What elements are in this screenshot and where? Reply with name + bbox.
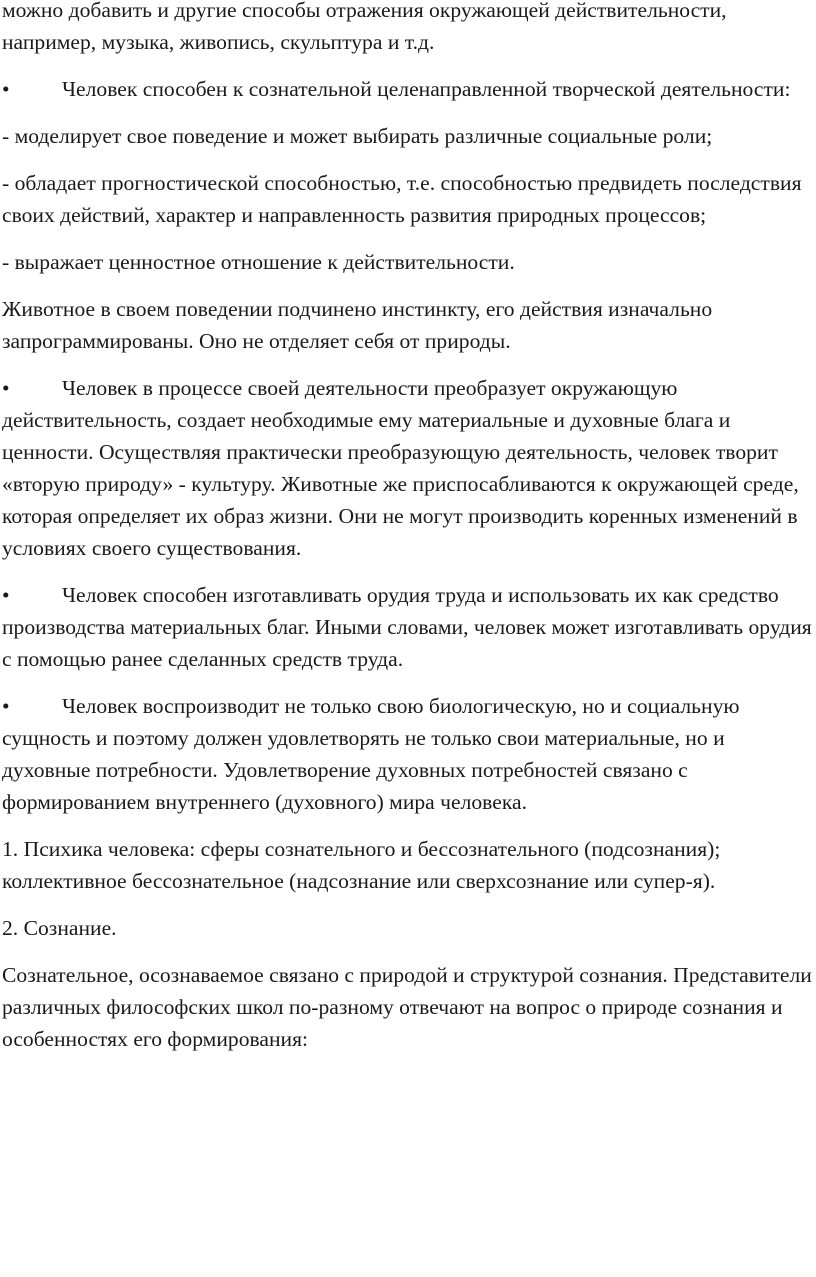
bullet-text: Человек в процессе своей деятельности преобразует окружающую действительность, создает необходимые ему материальные и духовные блага и ценности. Осуществляя практически преобразующую деятельность, человек творит «вторую природу» - культуру. Животные же приспосабливаются к окружающей среде, которая определяет их образ жизни. Они не могут производить коренных изменений в условиях своего существования. [2,376,799,560]
paragraph-dash-1: - моделирует свое поведение и может выбирать различные социальные роли; [2,124,713,148]
bullet-icon: • [2,694,10,718]
bullet-icon: • [2,583,10,607]
bullet-text: Человек способен изготавливать орудия труда и использовать их как средство производства материальных благ. Иными словами, человек может изготавливать орудия с помощью ранее сделанных средств труда. [2,583,812,671]
paragraph-dash-3: - выражает ценностное отношение к действительности. [2,250,515,274]
numbered-item-1: 1. Психика человека: сферы сознательного и бессознательного (подсознания); коллективное бессознательное (надсознание или сверхсознание или супер-я). [2,837,721,893]
bullet-icon: • [2,77,10,101]
bullet-text: Человек способен к сознательной целенаправленной творческой деятельности: [62,77,791,101]
paragraph-dash-2: - обладает прогностической способностью, т.е. способностью предвидеть последствия своих действий, характер и направленность развития природных процессов; [2,171,802,227]
paragraph-1: можно добавить и другие способы отражения окружающей действительности, например, музыка, живопись, скульптура и т.д. [2,0,727,54]
bullet-text: Человек воспроизводит не только свою биологическую, но и социальную сущность и поэтому должен удовлетворять не только свои материальные, но и духовные потребности. Удовлетворение духовных потребностей связано с формированием внутреннего (духовного) мира человека. [2,694,740,814]
paragraph-animal: Животное в своем поведении подчинено инстинкту, его действия изначально запрограммированы. Оно не отделяет себя от природы. [2,297,713,353]
bullet-item-2 [2,372,814,564]
bullet-item-1 [2,73,814,105]
bullet-item-3 [2,579,814,675]
paragraph-consciousness: Сознательное, осознаваемое связано с природой и структурой сознания. Представители различных философских школ по-разному отвечают на вопрос о природе сознания и особенностях его формирования: [2,963,812,1051]
bullet-item-4 [2,690,814,818]
numbered-item-2: 2. Сознание. [2,916,117,940]
document-page [2,0,814,1070]
bullet-icon: • [2,376,10,400]
